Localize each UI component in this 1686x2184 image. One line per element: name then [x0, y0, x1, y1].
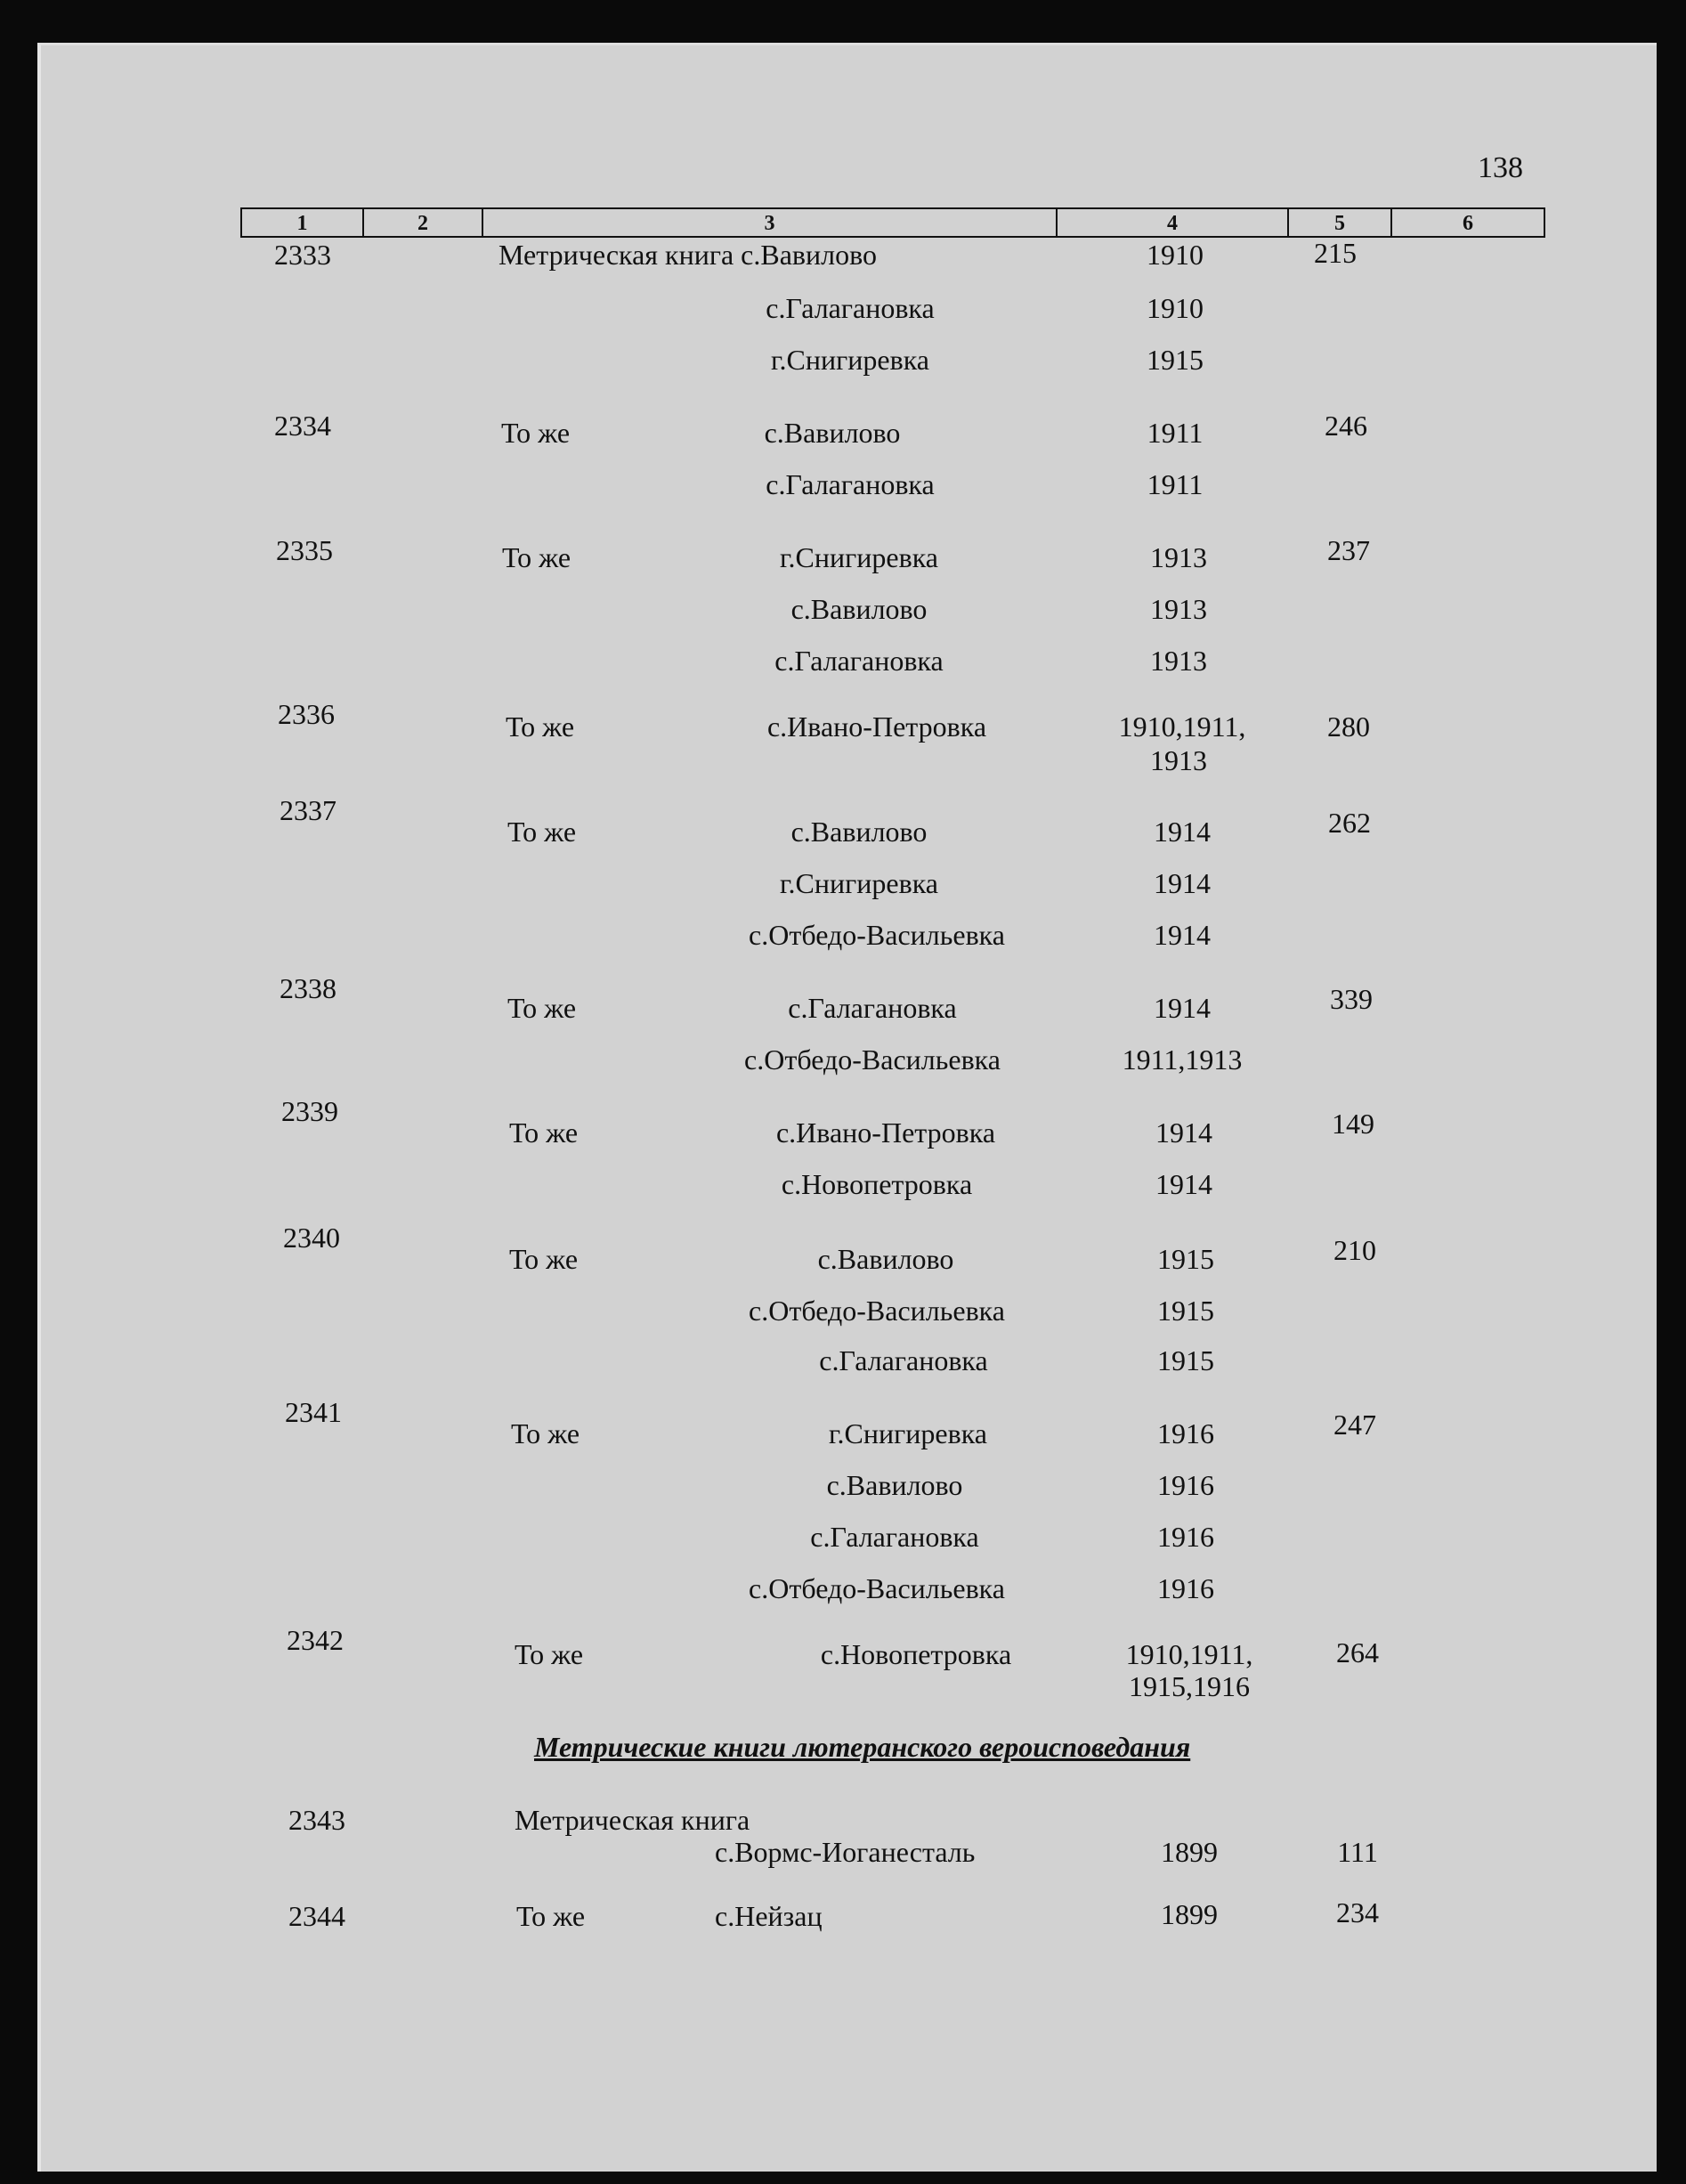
entry-number: 2341: [285, 1396, 342, 1428]
entry-year: 1913: [1150, 645, 1207, 677]
entry-volume: 264: [1336, 1636, 1379, 1668]
entry-volume: 237: [1327, 534, 1370, 566]
column-header-row: [240, 207, 1545, 238]
entry-place: с.Галагановка: [774, 645, 944, 677]
entry-volume: 149: [1332, 1108, 1374, 1140]
entry-year: 1910,1911,: [1118, 710, 1246, 743]
entry-description: То же: [511, 1417, 580, 1449]
entry-place: г.Снигиревка: [780, 867, 938, 899]
entry-description: То же: [509, 1116, 579, 1149]
entry-place: с.Вормс-Иоганесталь: [715, 1836, 976, 1868]
entry-place: с.Галагановка: [819, 1344, 988, 1376]
entry-description: То же: [502, 541, 571, 573]
entry-year: 1915: [1157, 1344, 1214, 1376]
column-header-6: 6: [1463, 212, 1473, 235]
page-number: 138: [1478, 151, 1523, 184]
entry-year: 1914: [1154, 992, 1211, 1024]
entry-number: 2340: [283, 1222, 340, 1254]
entry-number: 2338: [280, 972, 336, 1004]
entry-description: Метрическая книга: [515, 1804, 750, 1836]
entry-place: с.Галагановка: [810, 1521, 979, 1553]
entry-place: с.Вавилово: [790, 593, 928, 625]
entry-number: 2342: [287, 1624, 344, 1656]
entry-place: с.Ивано-Петровка: [775, 1116, 996, 1149]
entry-place: с.Вавилово: [826, 1469, 963, 1501]
entry-volume: 210: [1333, 1234, 1376, 1266]
entry-number: 2335: [276, 534, 333, 566]
entry-volume: 280: [1327, 710, 1370, 743]
entry-year: 1915: [1157, 1243, 1214, 1275]
entry-description: То же: [516, 1900, 586, 1932]
entry-place: с.Галагановка: [788, 992, 957, 1024]
entry-place: с.Вавилово: [790, 816, 928, 848]
entry-year: 1910: [1147, 292, 1204, 324]
entry-year: 1914: [1155, 1168, 1212, 1200]
entry-number: 2333: [274, 239, 331, 271]
entry-year: 1913: [1150, 744, 1207, 776]
entry-number: 2336: [278, 698, 335, 730]
entry-description: То же: [509, 1243, 579, 1275]
entry-place: с.Новопетровка: [820, 1638, 1012, 1670]
entry-year: 1911: [1147, 468, 1204, 500]
entry-place: с.Отбедо-Васильевка: [749, 1295, 1005, 1327]
entry-year: 1911: [1147, 417, 1204, 449]
entry-year: 1916: [1157, 1469, 1214, 1501]
entry-place: с.Отбедо-Васильевка: [749, 1572, 1005, 1604]
entry-place: г.Снигиревка: [829, 1417, 987, 1449]
entry-year: 1910,1911,: [1125, 1638, 1253, 1670]
entry-volume: 215: [1314, 237, 1357, 269]
entry-place: с.Вавилово: [764, 417, 901, 449]
entry-year: 1916: [1157, 1572, 1214, 1604]
entry-place: с.Нейзац: [715, 1900, 823, 1932]
column-header-3: 3: [483, 209, 1058, 236]
entry-number: 2344: [288, 1900, 345, 1932]
entry-number: 2334: [274, 410, 331, 442]
column-header-1: 1: [242, 209, 364, 236]
entry-place: с.Отбедо-Васильевка: [749, 919, 1005, 951]
entry-place: с.Новопетровка: [781, 1168, 973, 1200]
entry-number: 2343: [288, 1804, 345, 1836]
entry-year: 1899: [1161, 1898, 1218, 1930]
entry-volume: 262: [1328, 807, 1371, 839]
entry-year: 1911,1913: [1122, 1043, 1243, 1076]
entry-description: То же: [515, 1638, 584, 1670]
entry-year: 1915: [1147, 344, 1204, 376]
entry-description: То же: [507, 992, 577, 1024]
entry-year: 1914: [1154, 816, 1211, 848]
entry-year: 1899: [1161, 1836, 1218, 1868]
entry-volume: 111: [1337, 1836, 1378, 1868]
entry-volume: 246: [1325, 410, 1367, 442]
entry-year: 1915,1916: [1129, 1670, 1250, 1702]
column-header-4: 4: [1058, 209, 1289, 236]
section-title: Метрические книги лютеранского вероисповедания: [534, 1731, 1191, 1763]
column-header-2: 2: [364, 209, 483, 236]
entry-number: 2337: [280, 794, 336, 826]
entry-year: 1914: [1155, 1116, 1212, 1149]
entry-year: 1916: [1157, 1417, 1214, 1449]
column-header-5: 5: [1289, 209, 1392, 236]
entry-place: с.Галагановка: [766, 468, 935, 500]
entry-volume: 339: [1330, 983, 1373, 1015]
entry-volume: 234: [1336, 1896, 1379, 1928]
entry-year: 1913: [1150, 541, 1207, 573]
entry-year: 1914: [1154, 919, 1211, 951]
entry-description: То же: [501, 417, 571, 449]
entry-year: 1913: [1150, 593, 1207, 625]
entry-place: с.Вавилово: [817, 1243, 954, 1275]
entry-number: 2339: [281, 1095, 338, 1127]
entry-place: г.Снигиревка: [771, 344, 929, 376]
entry-year: 1914: [1154, 867, 1211, 899]
entry-description: То же: [506, 710, 575, 743]
entry-description: Метрическая книга с.Вавилово: [499, 239, 877, 271]
entry-place: с.Галагановка: [766, 292, 935, 324]
entry-year: 1915: [1157, 1295, 1214, 1327]
entry-year: 1916: [1157, 1521, 1214, 1553]
entry-description: То же: [507, 816, 577, 848]
entry-place: г.Снигиревка: [780, 541, 938, 573]
entry-place: с.Отбедо-Васильевка: [744, 1043, 1001, 1076]
entry-volume: 247: [1333, 1409, 1376, 1441]
entry-place: с.Ивано-Петровка: [766, 710, 987, 743]
entry-year: 1910: [1147, 239, 1204, 271]
